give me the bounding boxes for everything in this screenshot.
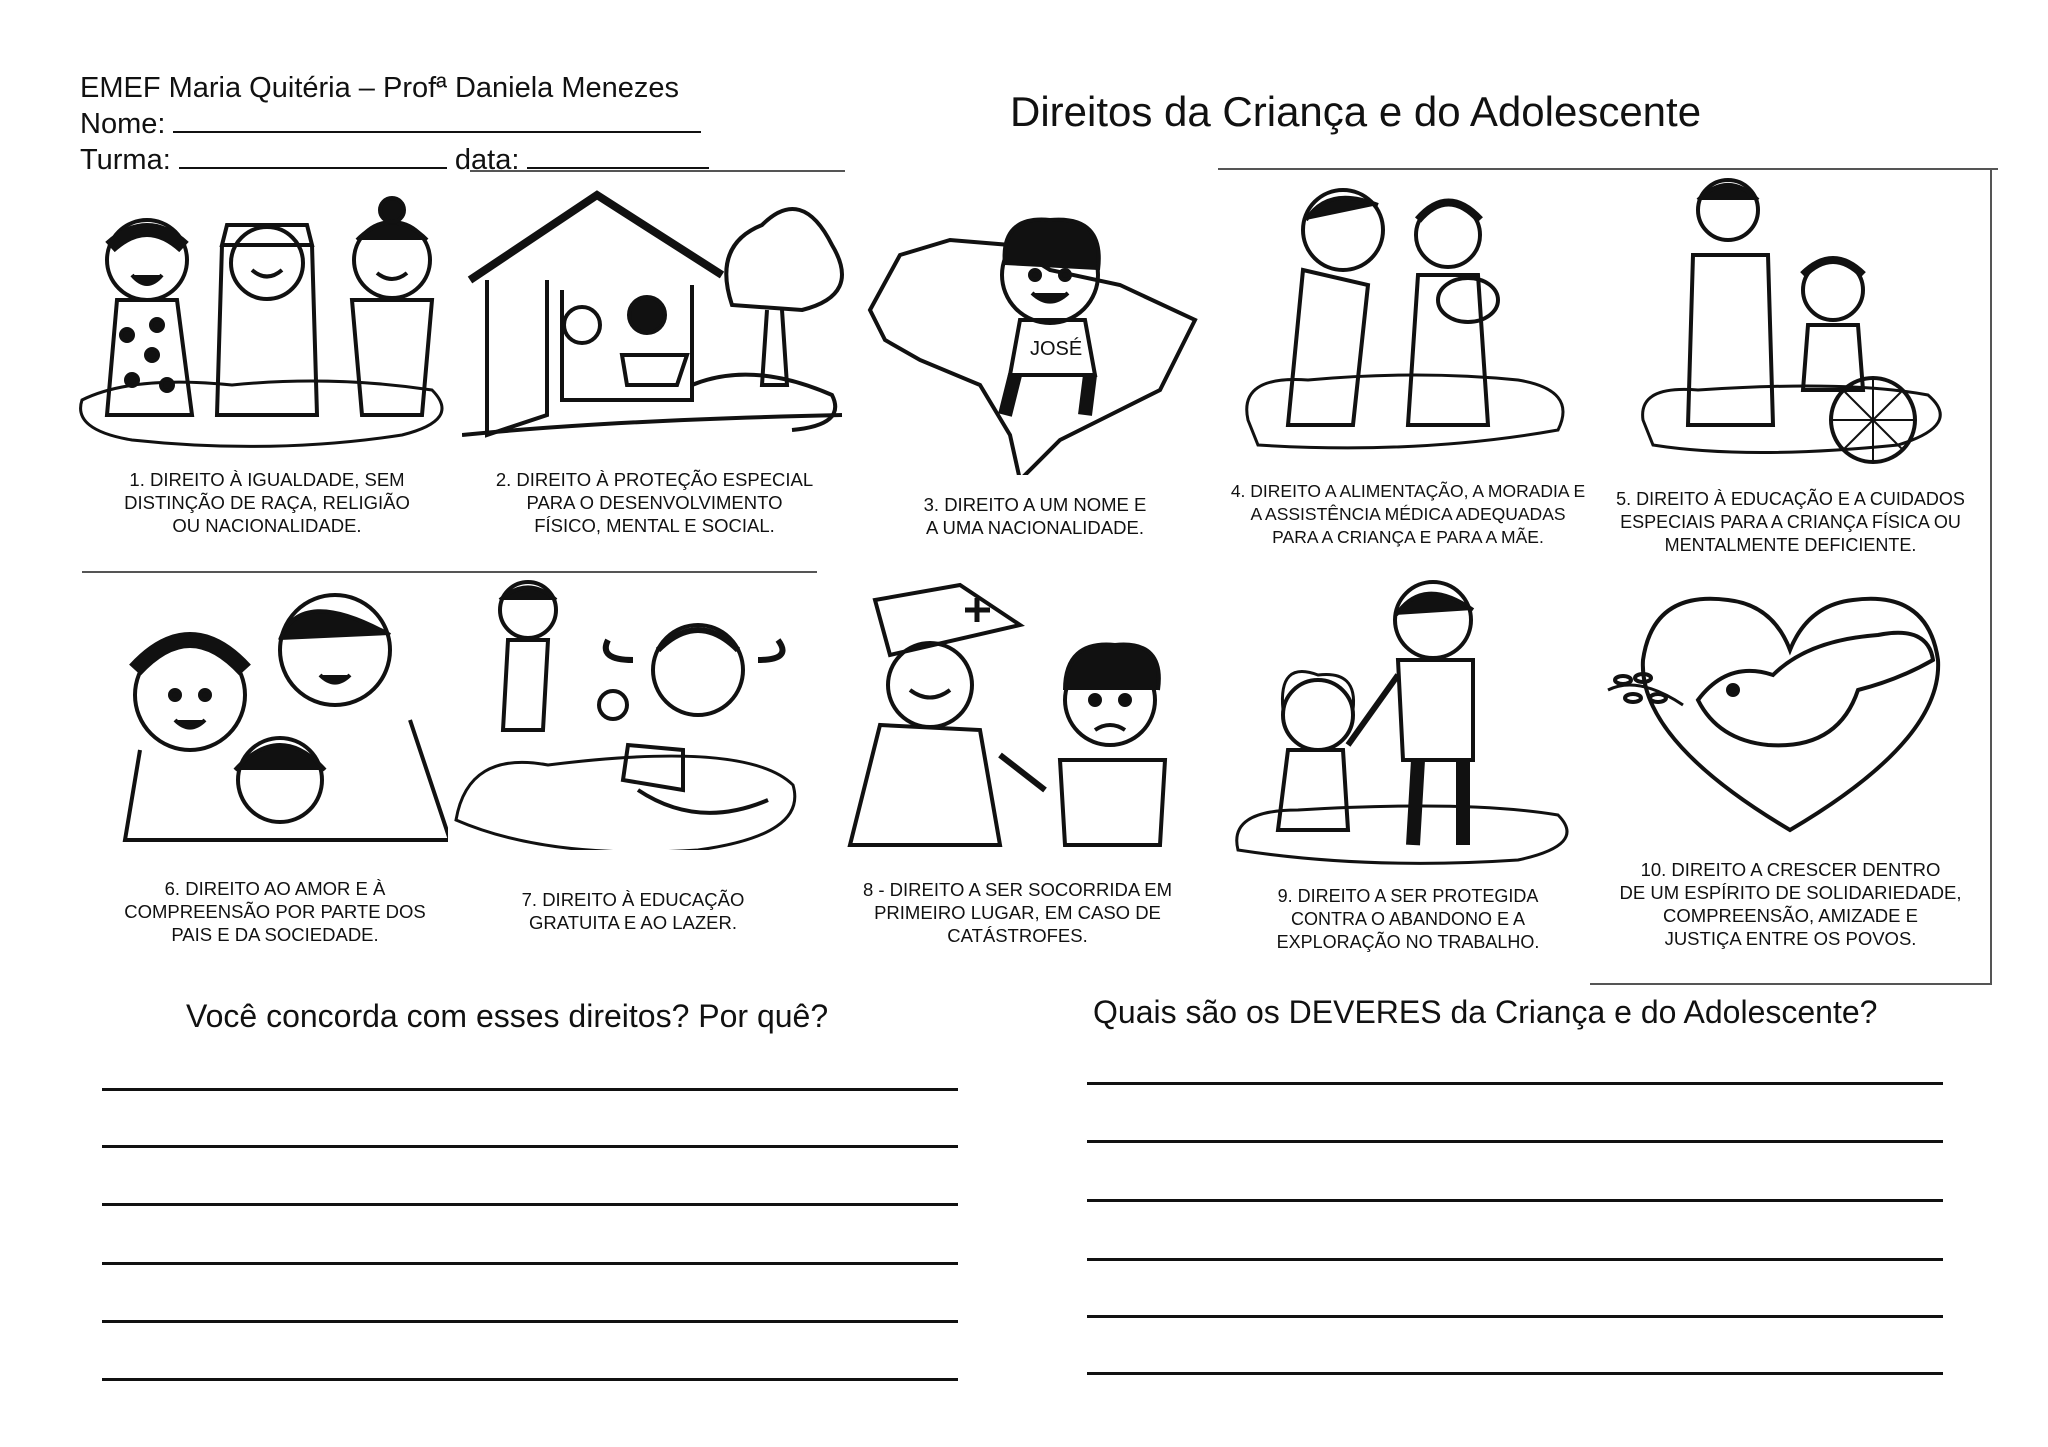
- date-label: data:: [454, 144, 520, 176]
- answer-line-right-6[interactable]: [1087, 1372, 1943, 1375]
- right-caption-4: 4. DIREITO A ALIMENTAÇÃO, A MORADIA E A ASSISTÊNCIA MÉDICA ADEQUADAS PARA A CRIANÇA E PARA A MÃE.: [1230, 481, 1586, 547]
- answer-line-left-5[interactable]: [102, 1320, 958, 1323]
- name-line: [80, 105, 709, 141]
- right-panel-5: [1598, 175, 1983, 565]
- panel-frame: [1218, 168, 1998, 170]
- shirt-name: JOSÉ: [1030, 338, 1083, 360]
- right-panel-3: [860, 175, 1210, 555]
- right-panel-4: [1218, 175, 1598, 565]
- answer-line-right-2[interactable]: [1087, 1140, 1943, 1143]
- panel-frame: [470, 170, 845, 172]
- answer-line-right-5[interactable]: [1087, 1315, 1943, 1318]
- right-panel-9: [1218, 580, 1598, 965]
- right-caption-2: 2. DIREITO À PROTEÇÃO ESPECIAL PARA O DESENVOLVIMENTO FÍSICO, MENTAL E SOCIAL.: [495, 469, 814, 536]
- name-field[interactable]: [173, 105, 701, 133]
- right-panel-1: [72, 185, 462, 555]
- date-field[interactable]: [527, 141, 709, 169]
- right-caption-6: 6. DIREITO AO AMOR E À COMPREENSÃO POR PARTE DOS PAIS E DA SOCIEDADE.: [124, 878, 426, 945]
- right-panel-6: [80, 580, 470, 950]
- name-label: Nome:: [80, 108, 166, 140]
- answer-line-left-6[interactable]: [102, 1378, 958, 1381]
- children-house-icon: [462, 185, 847, 455]
- right-caption-7: 7. DIREITO À EDUCAÇÃO GRATUITA E AO LAZER.: [521, 889, 745, 933]
- class-label: Turma:: [80, 144, 171, 176]
- question-duties: Quais são os DEVERES da Criança e do Adolescente?: [1093, 994, 1878, 1030]
- family-icon: [80, 580, 470, 850]
- boy-on-map-icon: [860, 175, 1210, 475]
- right-caption-10: 10. DIREITO A CRESCER DENTRO DE UM ESPÍRITO DE SOLIDARIEDADE, COMPREENSÃO, AMIZADE E JUSTIÇA ENTRE OS POVOS.: [1619, 859, 1962, 949]
- page-title: Direitos da Criança e do Adolescente: [1010, 88, 1702, 135]
- answer-line-left-4[interactable]: [102, 1262, 958, 1265]
- nurse-child-icon: [830, 580, 1205, 860]
- adult-helping-child-icon: [1218, 580, 1598, 865]
- worksheet-header: [80, 72, 709, 177]
- answer-line-right-3[interactable]: [1087, 1199, 1943, 1202]
- panel-frame: [82, 571, 817, 573]
- dove-heart-icon: [1598, 580, 1983, 865]
- answer-line-right-4[interactable]: [1087, 1258, 1943, 1261]
- right-panel-10: [1598, 580, 1983, 975]
- panel-frame: [1990, 168, 1992, 983]
- question-agree: Você concorda com esses direitos? Por quê?: [186, 998, 829, 1034]
- right-panel-2: [462, 185, 847, 555]
- answer-line-left-3[interactable]: [102, 1203, 958, 1206]
- right-caption-9: 9. DIREITO A SER PROTEGIDA CONTRA O ABANDONO E A EXPLORAÇÃO NO TRABALHO.: [1276, 886, 1540, 952]
- answer-line-right-1[interactable]: [1087, 1082, 1943, 1085]
- right-caption-3: 3. DIREITO A UM NOME E A UMA NACIONALIDADE.: [923, 494, 1147, 538]
- three-children-icon: [72, 185, 462, 455]
- class-field[interactable]: [179, 141, 447, 169]
- right-caption-8: 8 - DIREITO A SER SOCORRIDA EM PRIMEIRO LUGAR, EM CASO DE CATÁSTROFES.: [862, 879, 1173, 946]
- right-panel-7: [448, 580, 818, 950]
- right-panel-8: [830, 580, 1205, 960]
- wheelchair-child-icon: [1598, 175, 1983, 475]
- right-caption-1: 1. DIREITO À IGUALDADE, SEM DISTINÇÃO DE RAÇA, RELIGIÃO OU NACIONALIDADE.: [124, 469, 410, 536]
- right-caption-5: 5. DIREITO À EDUCAÇÃO E A CUIDADOS ESPECIAIS PARA A CRIANÇA FÍSICA OU MENTALMENTE DEFICIENTE.: [1616, 489, 1965, 555]
- doctor-mother-baby-icon: [1218, 175, 1598, 475]
- answer-line-left-1[interactable]: [102, 1088, 958, 1091]
- children-playing-reading-icon: [448, 580, 818, 850]
- school-line: EMEF Maria Quitéria – Profª Daniela Menezes: [80, 72, 680, 104]
- answer-line-left-2[interactable]: [102, 1145, 958, 1148]
- panel-frame: [1590, 983, 1992, 985]
